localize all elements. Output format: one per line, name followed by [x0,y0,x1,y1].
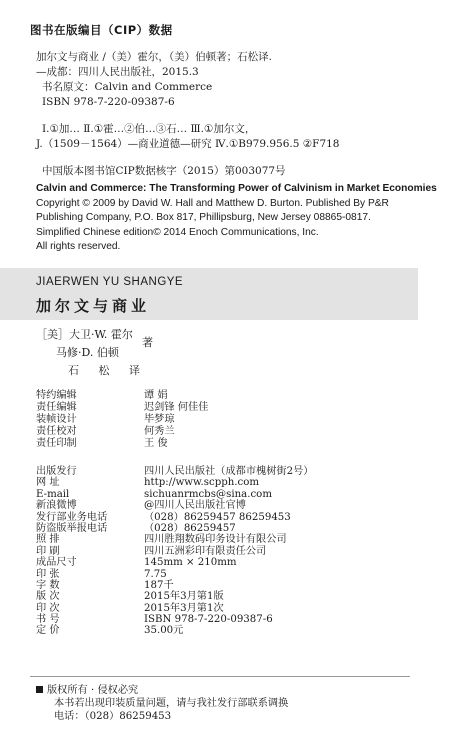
original-title: Calvin and Commerce: The Transforming Power of Calvinism in Market Economies [36,183,437,194]
pub-value: 35.00元 [144,625,184,637]
divider [30,676,410,677]
pub-label: 防盗版举报电话 [36,522,108,534]
pub-row [36,546,426,557]
quality-notice: 本书若出现印装质量问题，请与我社发行部联系调换 [54,698,289,709]
staff-value: 毕梦琼 [144,414,175,425]
pub-label: 印 刷 [36,545,60,557]
author-name: ［美］大卫·W. 霍尔 [36,328,133,341]
pub-value: 187千 [144,579,174,591]
staff-row [36,438,426,450]
pub-row [36,625,426,636]
pub-row [36,534,426,545]
pub-label: 印 张 [36,568,60,580]
pub-row [36,557,426,568]
pub-row [36,591,426,602]
staff-row [36,390,426,402]
author-role: 著 [142,336,153,349]
pub-label: 新浪微博 [36,500,77,512]
staff-label: 装帧设计 [36,414,77,425]
copyright-line: Simplified Chinese edition© 2014 Enoch Communications, Inc. [36,226,319,238]
staff-value: 王 俊 [144,438,168,449]
cip-data-block [36,50,436,179]
pub-label: 发行部业务电话 [36,511,108,523]
cip-line: Ⅰ.①加… Ⅱ.①霍…②伯…③石… Ⅲ.①加尔文， [42,123,256,135]
pub-label: 书 号 [36,614,60,626]
pub-row [36,569,426,580]
pub-row [36,512,426,523]
copyright-line: Copyright © 2009 by David W. Hall and Matthew D. Burton. Published By P&R [36,197,389,209]
cip-header: 图书在版编目（CIP）数据 [30,23,173,37]
pub-label: 印 次 [36,602,60,614]
translator-name: 石 松 译 [68,364,148,377]
pub-value: 四川五洲彩印有限责任公司 [144,545,267,557]
pub-value: 145mm × 210mm [144,557,237,569]
pub-value: 四川胜翔数码印务设计有限公司 [144,534,287,546]
publication-list [36,466,426,637]
cip-line: ISBN 978-7-220-09387-6 [42,96,175,108]
pub-row [36,580,426,591]
staff-list [36,390,426,450]
pub-value: sichuanrmcbs@sina.com [144,488,272,500]
cip-line: 书名原文：Calvin and Commerce [42,81,213,93]
pub-row [36,500,426,511]
cip-line: —成都：四川人民出版社，2015.3 [36,66,199,78]
copyright-line: Publishing Company, P.O. Box 817, Phillipsburg, New Jersey 08865-0817. [36,212,371,224]
staff-label: 责任校对 [36,426,77,437]
staff-row [36,402,426,414]
title-banner [0,268,418,320]
pub-row [36,603,426,614]
pub-row [36,523,426,534]
rights-notice: 版权所有 · 侵权必究 [47,685,139,696]
staff-row [36,414,426,426]
pub-value: 2015年3月第1版 [144,591,224,603]
pub-value: 7.75 [144,568,167,580]
pub-value: 四川人民出版社（成都市槐树街2号） [144,466,314,477]
pub-value: ISBN 978-7-220-09387-6 [144,614,273,626]
staff-value: 迟剑锋 何佳佳 [144,402,209,413]
cip-line: 中国版本图书馆CIP数据核字（2015）第003077号 [42,165,286,177]
pub-row [36,489,426,500]
book-title: 加尔文与商业 [36,297,151,315]
pub-label: 字 数 [36,579,60,591]
staff-value: 谭 娟 [144,390,168,401]
footer-notice [36,684,288,723]
pub-label: 成品尺寸 [36,557,77,569]
staff-label: 责任印制 [36,438,77,449]
pub-row [36,477,426,488]
pub-value: （028）86259457 [144,522,236,534]
square-bullet-icon [36,686,43,693]
staff-label: 特约编辑 [36,390,77,401]
pub-value: 2015年3月第1次 [144,602,224,614]
pub-row [36,466,426,477]
copyright-line: All rights reserved. [36,241,121,253]
author-name: 马修·D. 伯顿 [56,346,119,359]
pub-label: 网 址 [36,477,60,489]
copyright-block [36,182,446,255]
pub-row [36,614,426,625]
pub-label: 照 排 [36,534,60,546]
staff-value: 何秀兰 [144,426,175,437]
contact-phone: 电话：（028）86259453 [54,711,172,722]
pub-label: E-mail [36,488,70,500]
pub-value: http://www.scpph.com [144,477,260,489]
pub-value: @四川人民出版社官博 [144,500,246,512]
pinyin-title: JIAERWEN YU SHANGYE [36,276,184,288]
cip-line: 加尔文与商业 /（美）霍尔，（美）伯顿著；石松译. [36,51,272,63]
pub-label: 版 次 [36,591,60,603]
pub-label: 定 价 [36,625,60,637]
cip-line: J.（1509－1564）—商业道德—研究 Ⅳ.①B979.956.5 ②F718 [36,138,340,150]
pub-label: 出版发行 [36,466,77,477]
staff-label: 责任编辑 [36,402,77,413]
staff-row [36,426,426,438]
pub-value: （028）86259457 86259453 [144,511,291,523]
